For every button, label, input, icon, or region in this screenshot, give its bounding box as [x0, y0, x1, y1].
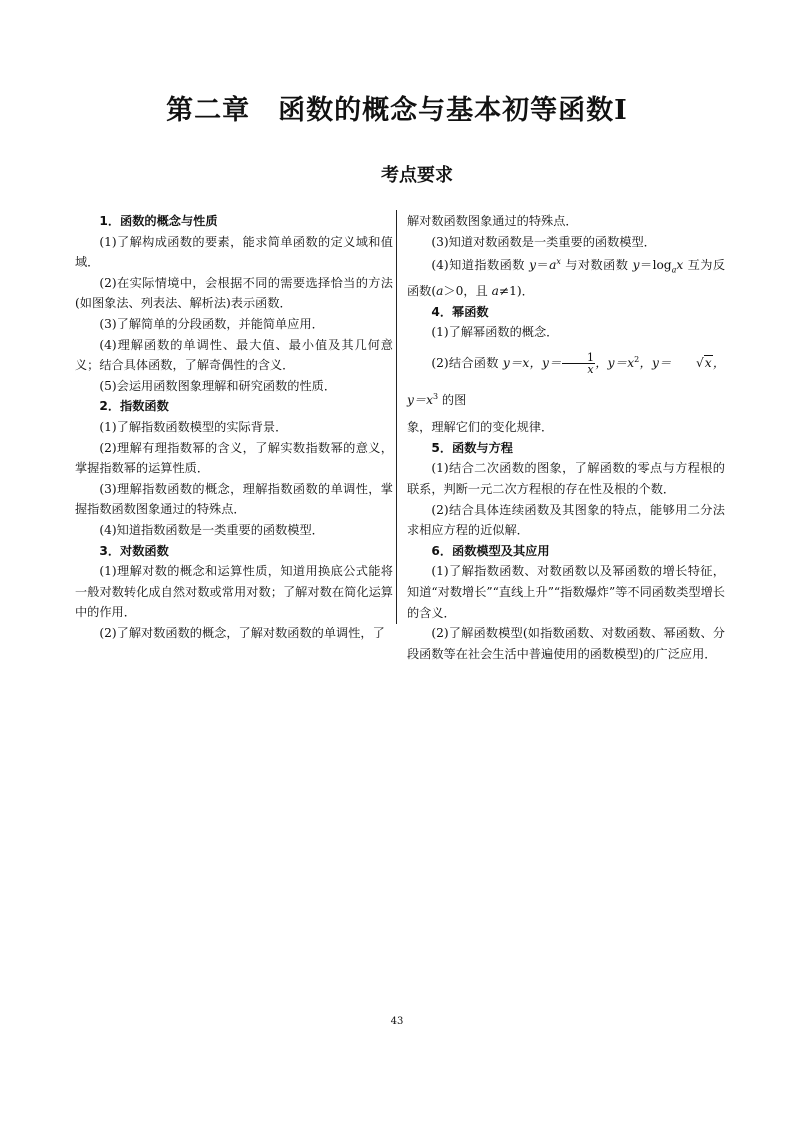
- list-item: (1)了解幂函数的概念．: [431, 325, 559, 340]
- list-item: (4)知道指数函数是一类重要的函数模型．: [99, 522, 324, 537]
- left-column: [75, 211, 393, 643]
- heading-power-function: 4．幂函数: [431, 304, 489, 319]
- heading-function-model: 6．函数模型及其应用: [431, 543, 550, 558]
- page-number: 43: [390, 1016, 404, 1027]
- list-item-power-formulas: (2)结合函数 y＝x，y＝ $\frac{1}{x}$ ，$y=x^2$，y＝ √x，$y=x^3$ 的图: [407, 343, 725, 417]
- list-item: (2)在实际情境中，会根据不同的需要选择恰当的方法(如图象法、列表法、解析法)表示函数．: [75, 275, 393, 311]
- heading-exponential: 2．指数函数: [99, 399, 169, 414]
- list-item: (3)知道对数函数是一类重要的函数模型．: [431, 234, 656, 249]
- fraction-one-over-x: $\frac{1}{x}$: [562, 352, 595, 375]
- heading-function-equation: 5．函数与方程: [431, 440, 513, 455]
- list-item: (1)了解构成函数的要素，能求简单函数的定义域和值域．: [75, 234, 393, 270]
- column-divider: [396, 210, 397, 624]
- list-item: (3)了解简单的分段函数，并能简单应用．: [99, 316, 324, 331]
- list-item: (3)理解指数函数的概念，理解指数函数的单调性，掌握指数函数图象通过的特殊点．: [75, 481, 393, 517]
- right-column: [407, 211, 725, 664]
- list-item: (1)了解指数函数、对数函数以及幂函数的增长特征，知道“对数增长”“直线上升”“指数爆炸”等不同函数类型增长的含义．: [407, 564, 725, 620]
- list-item: (1)结合二次函数的图象，了解函数的零点与方程根的联系，判断一元二次方程根的存在性及根的个数．: [407, 461, 725, 496]
- list-item: (1)理解对数的概念和运算性质，知道用换底公式能将一般对数转化成自然对数或常用对数；了解对数在简化运算中的作用．: [75, 564, 393, 620]
- list-item-inverse-function: (4)知道指数函数 $y=a^x$ 与对数函数 $y=\log_ax$ 互为反函数(a＞0，且 a≠1)．: [407, 257, 726, 299]
- section-title: 考点要求: [381, 165, 453, 186]
- list-item: (2)了解函数模型(如指数函数、对数函数、幂函数、分段函数等在社会生活中普遍使用的函数模型)的广泛应用．: [407, 626, 725, 661]
- list-item: (2)了解对数函数的概念，了解对数函数的单调性，了: [99, 625, 385, 640]
- list-item: (2)理解有理指数幂的含义，了解实数指数幂的意义，掌握指数幂的运算性质．: [75, 440, 393, 476]
- list-item: (4)理解函数的单调性、最大值、最小值及其几何意义；结合具体函数，了解奇偶性的含义．: [75, 337, 393, 373]
- heading-function-concept: 1．函数的概念与性质: [99, 214, 218, 228]
- list-item-continuation: 象，理解它们的变化规律．: [407, 420, 554, 435]
- heading-logarithm: 3．对数函数: [99, 543, 169, 558]
- sqrt-symbol: √x: [695, 356, 712, 371]
- list-item: (2)结合具体连续函数及其图象的特点，能够用二分法求相应方程的近似解．: [407, 502, 725, 538]
- chapter-title: 第二章 函数的概念与基本初等函数Ⅰ: [166, 95, 628, 126]
- list-item-continuation: 解对数函数图象通过的特殊点．: [407, 214, 578, 228]
- list-item: (1)了解指数函数模型的实际背景．: [99, 419, 288, 434]
- list-item: (5)会运用函数图象理解和研究函数的性质．: [99, 378, 337, 393]
